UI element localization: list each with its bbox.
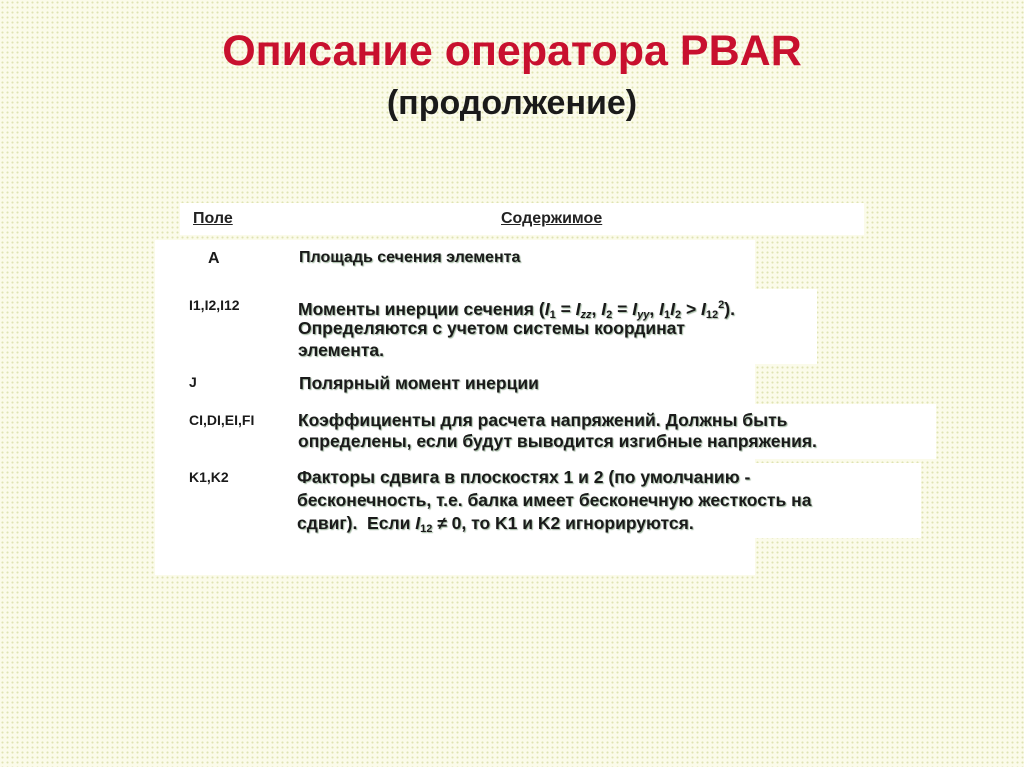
table-row-desc-j: Полярный момент инерции <box>299 373 539 393</box>
table-row-field-j: J <box>189 374 197 390</box>
table-row-desc-i-line1: Моменты инерции сечения ($I_1 = I_{zz}$, $I_2 = I_{yy}$, $I_1I_2 > I_{12}^2$). <box>298 299 735 321</box>
table-row-field-ci: CI,DI,EI,FI <box>189 412 255 428</box>
column-header-field: Поле <box>193 210 233 227</box>
table-row-field-a: A <box>208 250 220 267</box>
table-row-desc-k-line1: Факторы сдвига в плоскостях 1 и 2 (по умолчанию - <box>297 467 751 487</box>
slide-title: Описание оператора PBAR <box>222 27 802 75</box>
table-row-desc-ci-line2: определены, если будут выводится изгибные напряжения. <box>298 431 817 451</box>
table-row-field-i: I1,I2,I12 <box>189 297 240 313</box>
table-row-desc-a: Площадь сечения элемента <box>299 249 521 266</box>
table-row-desc-k-line2: бесконечность, т.е. балка имеет бесконечную жесткость на <box>297 490 812 510</box>
table-row-desc-ci-line1: Коэффициенты для расчета напряжений. Должны быть <box>298 410 788 430</box>
column-header-content: Содержимое <box>501 210 603 227</box>
table-row-field-k: K1,K2 <box>189 469 229 485</box>
table-row-desc-i-line3: элемента. <box>298 340 385 360</box>
slide-subtitle: (продолжение) <box>386 84 638 122</box>
table-row-desc-i-line2: Определяются с учетом системы координат <box>298 318 685 338</box>
table-row-desc-k-line3: сдвиг). Если $I_{12} \ne 0$, то K1 и K2 игнорируются. <box>297 513 694 535</box>
